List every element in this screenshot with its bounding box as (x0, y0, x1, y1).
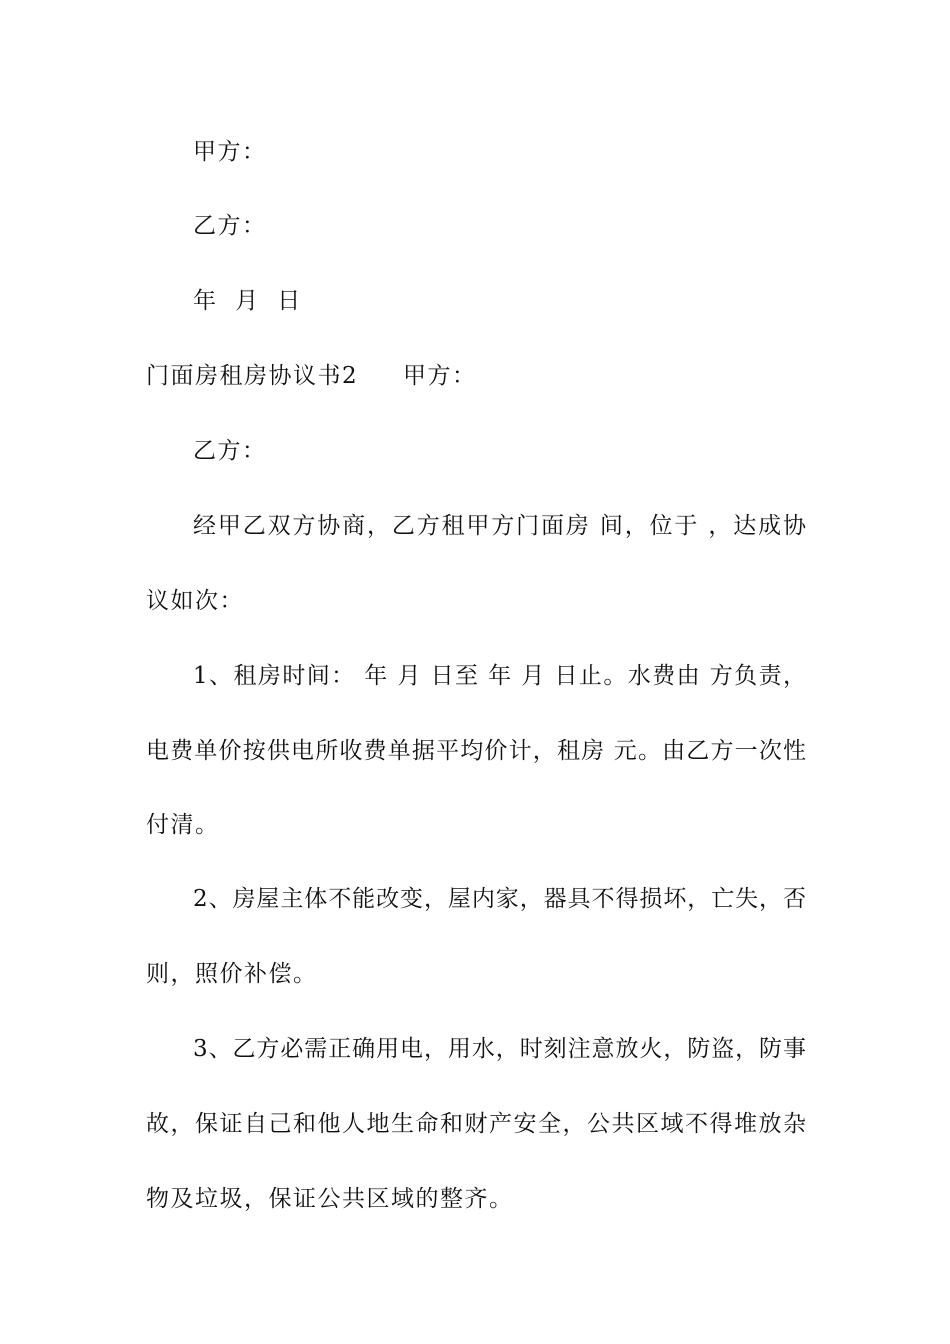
agreement-title: 门面房租房协议书2 (146, 363, 359, 389)
clause-3-line-2: 故，保证自己和他人地生命和财产安全，公共区域不得堆放杂 (146, 1111, 806, 1137)
intro-line-1: 经甲乙双方协商，乙方租甲方门面房 间，位于 ，达成协 (193, 513, 806, 539)
clause-1-line-2: 电费单价按供电所收费单据平均价计，租房 元。由乙方一次性 (146, 738, 806, 764)
clause-1-line-1: 1、租房时间： 年 月 日至 年 月 日止。水费由 方负责， (193, 663, 806, 689)
clause-2-line-1: 2、房屋主体不能改变，屋内家，器具不得损坏，亡失，否 (193, 886, 806, 912)
party-b-label: 乙方： (193, 213, 267, 239)
clause-2-line-2: 则，照价补偿。 (146, 961, 318, 987)
clause-3-line-1: 3、乙方必需正确用电，用水，时刻注意放火，防盗，防事 (193, 1036, 806, 1062)
party-a-label: 甲方： (193, 139, 267, 165)
date-line: 年 月 日 (193, 288, 302, 314)
clause-3-line-3: 物及垃圾，保证公共区域的整齐。 (146, 1186, 514, 1212)
party-a-label-2: 甲方： (403, 363, 477, 389)
intro-line-2: 议如次： (146, 588, 244, 614)
party-b-label-2: 乙方： (193, 438, 267, 464)
clause-1-line-3: 付清。 (146, 812, 220, 838)
